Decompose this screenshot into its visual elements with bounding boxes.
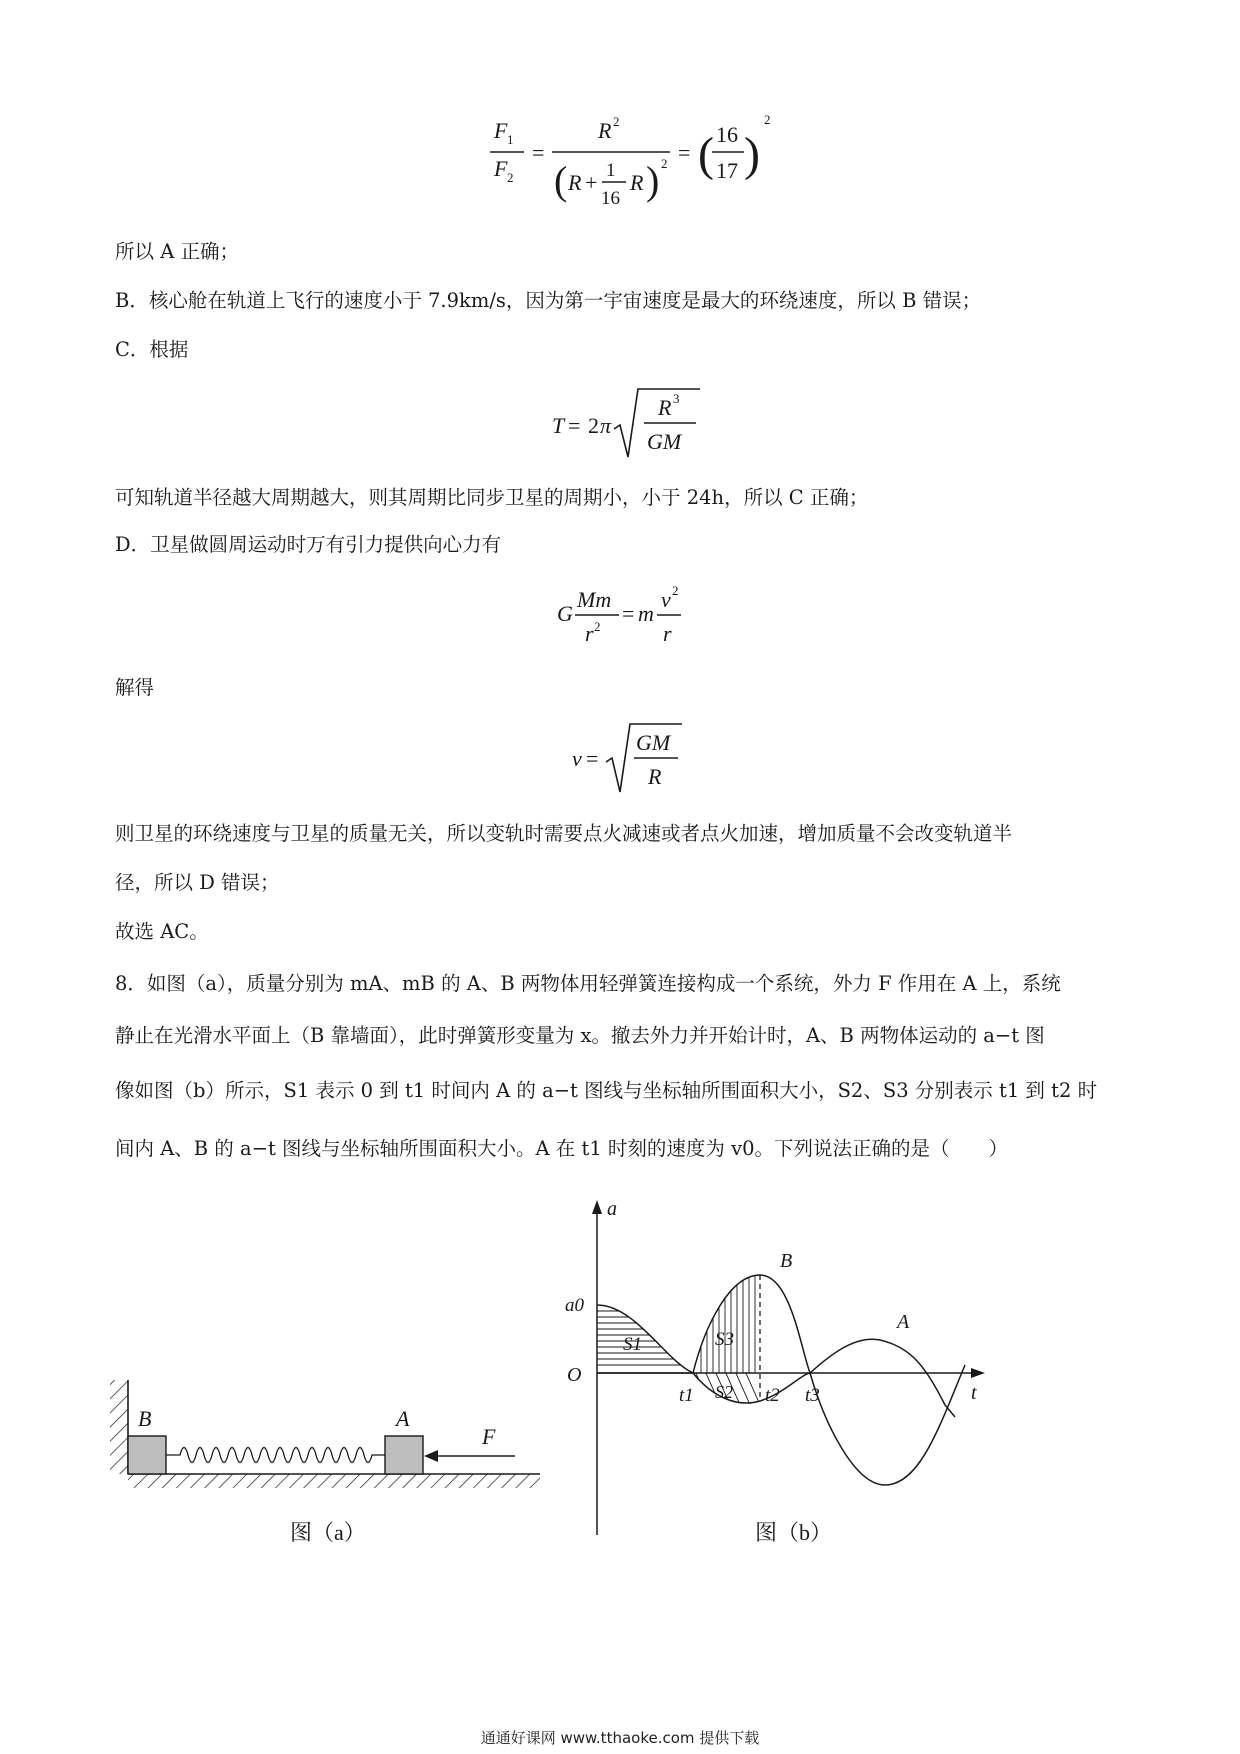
text-line: 解得 [115,676,155,699]
svg-text:2: 2 [661,156,668,171]
equation-period [550,385,710,465]
svg-text:2: 2 [594,619,601,634]
svg-text:=: = [622,601,635,626]
svg-text:F: F [494,118,508,143]
t3-label: t3 [805,1385,820,1406]
svg-text:): ) [646,158,660,203]
svg-text:v: v [661,587,671,612]
svg-text:=: = [568,413,581,438]
question-line: 8．如图（a），质量分别为 mA、mB 的 A、B 两物体用轻弹簧连接构成一个系统，外力 F 作用在 A 上，系统 [115,972,1061,995]
figure-b-at-graph [555,1195,1000,1555]
block-a [385,1436,423,1474]
text-line: B．核心舱在轨道上飞行的速度小于 7.9km/s，因为第一宇宙速度是最大的环绕速度，所以 B 错误； [115,289,982,312]
s2-label: S2 [715,1382,733,1402]
svg-text:R: R [630,170,644,195]
wall [110,1380,128,1474]
svg-text:(: ( [554,158,568,203]
text-line: 则卫星的环绕速度与卫星的质量无关，所以变轨时需要点火减速或者点火加速，增加质量不会改变轨道半 [115,822,1013,845]
axis-t-label: t [971,1382,977,1404]
svg-text:2: 2 [588,413,599,438]
svg-text:Mm: Mm [577,587,612,612]
svg-text:1: 1 [507,132,514,147]
equation-force-ratio [480,100,780,225]
block-b [128,1436,166,1474]
axis-a-label: a [607,1198,617,1220]
question-line: 间内 A、B 的 a−t 图线与坐标轴所围面积大小。A 在 t1 时刻的速度为 v0。下列说法正确的是（ ） [115,1137,1009,1160]
svg-text:r: r [585,621,594,646]
svg-text:R: R [648,764,662,789]
question-line: 静止在光滑水平面上（B 靠墙面），此时弹簧形变量为 x。撤去外力并开始计时，A、B 两物体运动的 a−t 图 [115,1024,1045,1047]
svg-text:=: = [586,746,599,771]
force-label: F [482,1424,496,1449]
curve-b-label: B [780,1250,793,1272]
question-line: 像如图（b）所示，S1 表示 0 到 t1 时间内 A 的 a−t 图线与坐标轴所围面积大小，S2、S3 分别表示 t1 到 t2 时 [115,1079,1098,1102]
svg-text:2: 2 [672,583,679,598]
svg-text:3: 3 [673,391,680,406]
svg-text:R: R [658,395,672,420]
svg-text:+: + [585,170,598,195]
origin-label: O [567,1364,582,1386]
page-footer[interactable]: 通通好课网 www.tthaoke.com 提供下载 [480,1729,760,1747]
a0-label: a0 [565,1295,584,1316]
floor [128,1474,540,1488]
svg-text:16: 16 [601,188,620,209]
svg-text:R: R [598,118,612,143]
svg-text:(: ( [698,128,714,181]
svg-text:2: 2 [764,112,771,127]
svg-text:π: π [600,413,612,438]
svg-text:GM: GM [636,730,671,755]
svg-text:17: 17 [716,158,738,183]
svg-text:GM: GM [647,429,682,454]
svg-text:2: 2 [507,170,514,185]
svg-text:): ) [744,128,760,181]
svg-text:m: m [638,601,654,626]
t2-label: t2 [765,1385,780,1406]
svg-text:v: v [572,746,582,771]
spring [166,1448,385,1463]
svg-text:r: r [663,621,672,646]
figure-b-caption: 图（b） [755,1520,833,1545]
s1-label: S1 [623,1334,642,1355]
svg-text:=: = [532,140,545,165]
svg-text:=: = [678,140,691,165]
text-line: 可知轨道半径越大周期越大，则其周期比同步卫星的周期小，小于 24h，所以 C 正确； [115,486,869,509]
text-line: C．根据 [115,338,189,361]
figure-a-spring-system [110,1370,540,1550]
curve-b [597,1275,965,1485]
svg-text:R: R [568,170,582,195]
equation-gravitation [555,575,705,655]
svg-text:2: 2 [613,114,620,129]
text-line: 所以 A 正确； [115,240,239,263]
t1-label: t1 [679,1385,694,1406]
text-line: D．卫星做圆周运动时万有引力提供向心力有 [115,533,502,556]
svg-text:F: F [494,156,508,181]
equation-velocity [570,720,690,800]
block-a-label: A [396,1406,410,1431]
svg-text:G: G [557,601,573,626]
figure-a-caption: 图（a） [290,1520,366,1545]
svg-text:16: 16 [716,122,738,147]
svg-text:1: 1 [606,160,616,181]
block-b-label: B [138,1406,152,1431]
text-line: 故选 AC。 [115,920,209,943]
text-line: 径，所以 D 错误； [115,871,280,894]
svg-text:T: T [552,413,565,438]
curve-a-label: A [897,1311,910,1333]
s3-label: S3 [715,1329,734,1350]
